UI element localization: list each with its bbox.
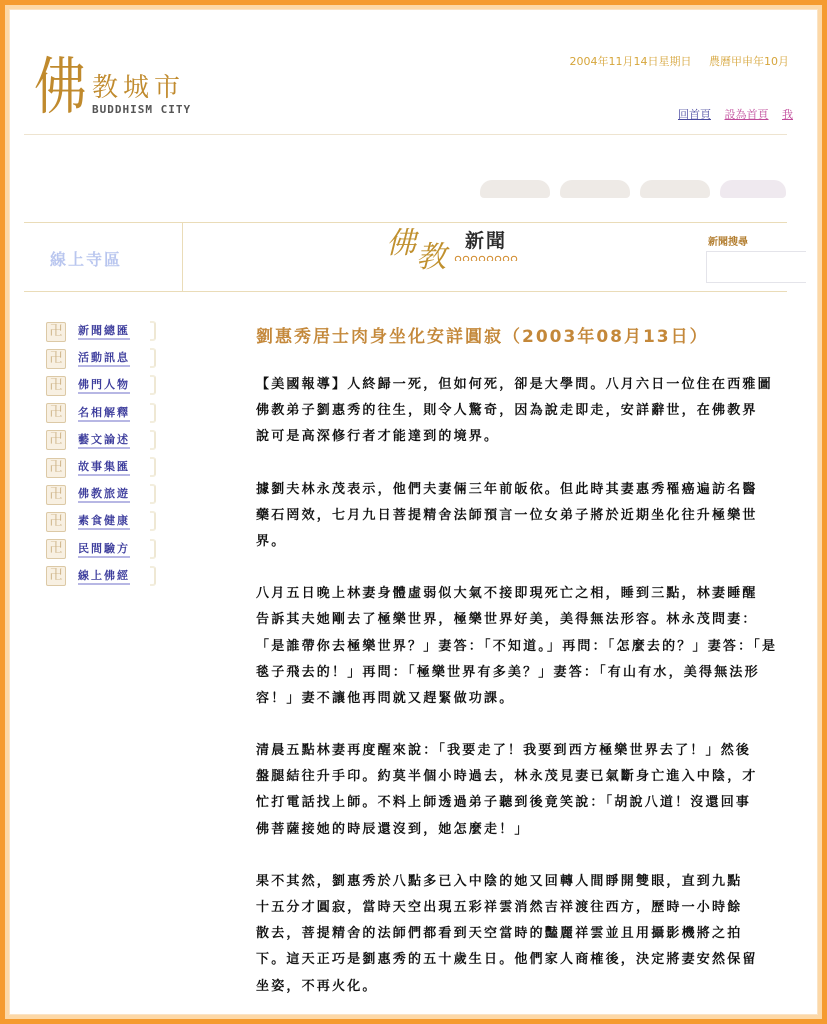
calligraphy-title (386, 226, 446, 275)
text-line: 告訴其夫她剛去了極樂世界，極樂世界好美，美得無法形容。林永茂問妻： (256, 612, 758, 628)
header-divider (24, 134, 787, 135)
text-line: 「是誰帶你去極樂世界？」妻答：「不知道。」再問：「怎麼去的？」妻答：「是 (256, 638, 778, 654)
text-line: 藥石罔效，七月九日菩提精舍法師預言一位女弟子將於近期坐化往升極樂世 (256, 507, 758, 523)
sidebar-nav (46, 318, 176, 590)
article-paragraph (256, 477, 796, 556)
top-links (678, 106, 803, 122)
sidebar-item-remedies[interactable] (46, 536, 176, 563)
sidebar-item-label[interactable]: 藝文論述 (78, 432, 130, 449)
cloud-banner (450, 150, 790, 210)
text-line: 【美國報導】人終歸一死，但如何死，卻是大學問。八月六日一位住在西雅圖 (256, 377, 773, 392)
swastika-icon: 卍 (46, 349, 66, 369)
sidebar-item-label[interactable]: 新聞總匯 (78, 323, 130, 340)
web-page (9, 9, 818, 1015)
bracket-ornament (150, 321, 156, 341)
home-link[interactable]: 回首頁 (678, 108, 711, 121)
sidebar-item-glossary[interactable] (46, 400, 176, 427)
article-paragraph (256, 581, 796, 712)
site-logo[interactable] (34, 52, 191, 122)
swastika-icon: 卍 (46, 458, 66, 478)
bracket-ornament (150, 511, 156, 531)
sidebar-item-stories[interactable] (46, 454, 176, 481)
swastika-icon: 卍 (46, 376, 66, 396)
swastika-icon: 卍 (46, 322, 66, 342)
text-line: 坐姿，不再火化。 (256, 978, 378, 994)
bracket-ornament (150, 375, 156, 395)
swastika-icon: 卍 (46, 485, 66, 505)
sidebar-item-label[interactable]: 名相解釋 (78, 405, 130, 422)
swastika-icon: 卍 (46, 566, 66, 586)
text-line: 說可是高深修行者才能達到的境界。 (256, 429, 500, 445)
my-link[interactable]: 我 (782, 108, 793, 121)
date-display (570, 53, 790, 69)
cloud-shape (560, 180, 630, 198)
swastika-icon: 卍 (46, 512, 66, 532)
wave-ornament (454, 255, 518, 261)
sidebar-item-label[interactable]: 素食健康 (78, 513, 130, 530)
bracket-ornament (150, 457, 156, 477)
text-line: 忙打電話找上師。不料上師透過弟子聽到後竟笑說：「胡說八道！沒還回事 (256, 795, 752, 811)
cloud-shape (720, 180, 786, 198)
calligraphy-char-1: 佛 (386, 226, 416, 261)
sidebar-item-news[interactable] (46, 318, 176, 345)
section-divider (182, 223, 183, 291)
text-line: 毯子飛去的！」再問：「極樂世界有多美？」妻答：「有山有水，美得無法形 (256, 664, 760, 680)
sidebar-item-essays[interactable] (46, 427, 176, 454)
text-line: 容！」妻不讓他再問就又趕緊做功課。 (256, 690, 515, 706)
text-line: 果不其然，劉惠秀於八點多已入中陰的她又回轉人間睜開雙眼，直到九點 (256, 873, 743, 889)
article-body (256, 372, 796, 1015)
text-line: 下。這天正巧是劉惠秀的五十歲生日。他們家人商榷後，決定將妻安然保留 (256, 952, 758, 968)
gregorian-date: 2004年11月14日星期日 (569, 55, 692, 68)
text-line: 清晨五點林妻再度醒來說：「我要走了！我要到西方極樂世界去了！」然後 (256, 743, 752, 759)
text-line: 佛教弟子劉惠秀的往生，則令人驚奇，因為說走即走，安詳辭世，在佛教界 (256, 403, 758, 419)
logo-english-name: BUDDHISM CITY (92, 103, 192, 116)
text-line: 八月五日晚上林妻身體虛弱似大氣不接即現死亡之相，睡到三點，林妻睡醒 (256, 586, 758, 602)
news-word: 新聞 (464, 230, 507, 252)
sidebar-item-label[interactable]: 線上佛經 (78, 568, 130, 585)
bracket-ornament (150, 430, 156, 450)
lunar-date: 農曆甲申年10月 (709, 55, 789, 68)
online-sangha-link[interactable]: 線上寺區 (50, 250, 123, 269)
article-paragraph (256, 372, 796, 451)
text-line: 十五分才圓寂，當時天空出現五彩祥雲消然吉祥渡往西方，歷時一小時餘 (256, 900, 743, 915)
text-line: 散去，菩提精舍的法師們都看到天空當時的豔麗祥雲並且用攝影機將之拍 (256, 926, 743, 942)
news-search-input[interactable] (706, 251, 806, 283)
text-line: 盤腿結往升手印。約莫半個小時過去，林永茂見妻已氣斷身亡進入中陰，才 (256, 769, 758, 785)
article-paragraph (256, 869, 796, 1000)
logo-glyph: 佛 (34, 50, 86, 123)
text-line: 界。 (256, 533, 287, 549)
sidebar-item-label[interactable]: 故事集匯 (78, 459, 130, 476)
sidebar-item-label[interactable]: 佛門人物 (78, 377, 130, 394)
bracket-ornament (150, 348, 156, 368)
bracket-ornament (150, 539, 156, 559)
sidebar-item-label[interactable]: 佛教旅遊 (78, 486, 130, 503)
swastika-icon: 卍 (46, 430, 66, 450)
set-homepage-link[interactable]: 設為首頁 (724, 108, 769, 121)
text-line: 據劉夫林永茂表示，他們夫妻倆三年前皈依。但此時其妻惠秀罹癌遍訪名醫 (256, 481, 758, 497)
sidebar-item-label[interactable]: 民間驗方 (78, 541, 130, 558)
cloud-shape (640, 180, 710, 198)
section-bar (24, 222, 787, 292)
sidebar-item-sutras[interactable] (46, 563, 176, 590)
sidebar-item-vegetarian[interactable] (46, 508, 176, 535)
bracket-ornament (150, 403, 156, 423)
news-search-label: 新聞搜尋 (708, 237, 748, 248)
logo-chinese-name: 教城市 (92, 73, 186, 103)
sidebar-item-people[interactable] (46, 372, 176, 399)
sidebar-item-label[interactable]: 活動訊息 (78, 350, 130, 367)
section-title (386, 226, 518, 275)
bracket-ornament (150, 566, 156, 586)
sidebar-item-travel[interactable] (46, 481, 176, 508)
sidebar-item-events[interactable] (46, 345, 176, 372)
text-line: 佛菩薩接她的時辰還沒到，她怎麼走！」 (256, 821, 530, 837)
swastika-icon: 卍 (46, 403, 66, 423)
swastika-icon: 卍 (46, 539, 66, 559)
article-paragraph (256, 738, 796, 843)
article-title: 劉惠秀居士肉身坐化安詳圓寂（2003年08月13日） (256, 327, 709, 347)
cloud-shape (480, 180, 550, 198)
bracket-ornament (150, 484, 156, 504)
calligraphy-char-2: 教 (416, 240, 446, 275)
